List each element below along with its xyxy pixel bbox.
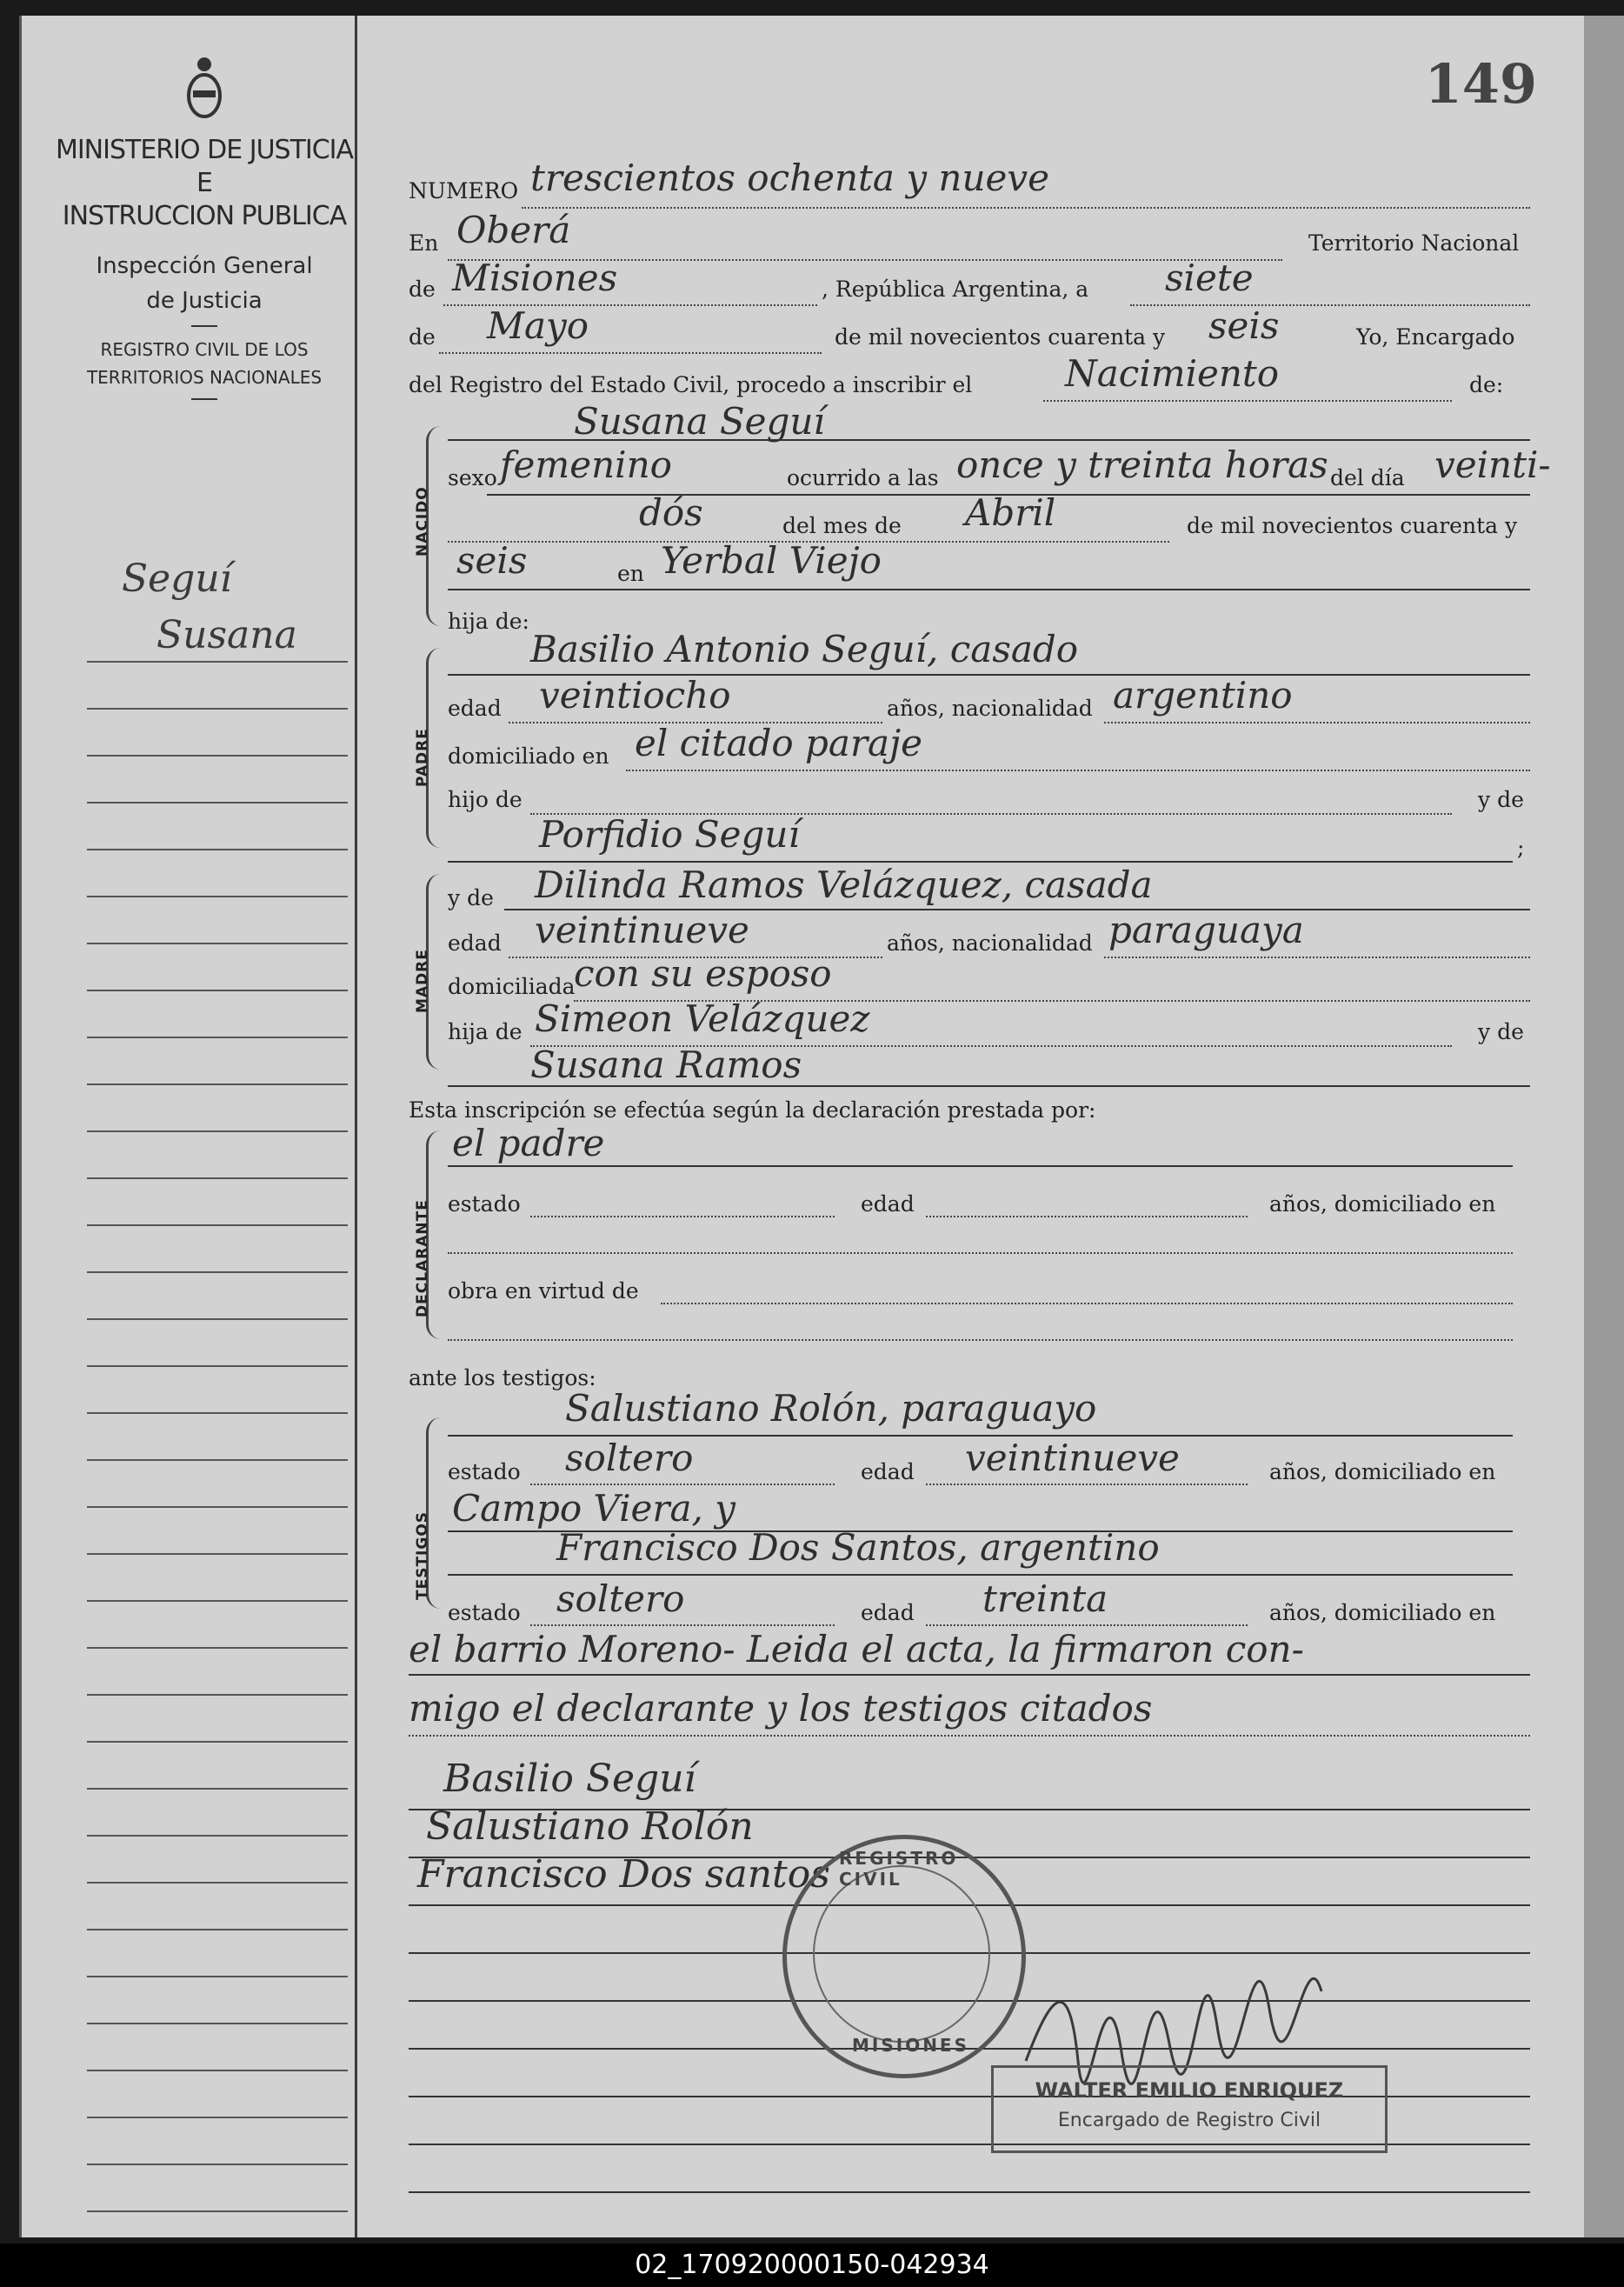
ruled-line xyxy=(87,1083,348,1085)
ministry-line-1: MINISTERIO DE JUSTICIA xyxy=(55,135,354,165)
declarante-side-label: DECLARANTE xyxy=(414,1199,431,1317)
line xyxy=(448,1165,1513,1167)
registry-line-1: REGISTRO CIVIL DE LOS xyxy=(100,339,309,360)
ruled-line xyxy=(87,755,348,757)
anos-nac-label: años, nacionalidad xyxy=(887,930,1093,956)
testigos-label: ante los testigos: xyxy=(409,1365,596,1390)
line xyxy=(661,1303,1513,1304)
anio-value: seis xyxy=(1208,304,1280,347)
delmes-label: del mes de xyxy=(782,513,902,538)
madre-value: Dilinda Ramos Velázquez, casada xyxy=(535,863,1153,906)
yo-label: Yo, Encargado xyxy=(1356,324,1515,350)
line xyxy=(530,1624,835,1626)
ruled-line xyxy=(87,1976,348,1977)
de2-label: de xyxy=(409,324,436,350)
line xyxy=(926,1216,1248,1217)
padre-edad-value: veintiocho xyxy=(539,674,731,717)
hijode-label: hijo de xyxy=(448,787,522,812)
ruled-line xyxy=(87,1037,348,1038)
ruled-line xyxy=(87,2117,348,2118)
mes-nac-value: Abril xyxy=(965,491,1056,534)
acto-value: Nacimiento xyxy=(1065,352,1280,395)
ruled-line xyxy=(87,1788,348,1790)
inscripcion-label: Esta inscripción se efectúa según la declaración prestada por: xyxy=(409,1097,1096,1123)
ministry-line-2: E xyxy=(196,168,212,198)
edad-label: edad xyxy=(448,696,502,721)
round-registry-stamp xyxy=(782,1835,1026,2078)
hija-label: hija de: xyxy=(448,609,529,634)
signature-basilio: Basilio Seguí xyxy=(443,1757,696,1801)
ruled-line xyxy=(87,896,348,897)
ruled-line xyxy=(87,1553,348,1555)
nacido-side-label: NACIDO xyxy=(414,486,431,557)
en-value: Oberá xyxy=(456,209,571,251)
line xyxy=(448,1252,1513,1254)
line xyxy=(448,439,1530,441)
domiciliada-label: domiciliada xyxy=(448,974,576,999)
ministry-line-3: INSTRUCCION PUBLICA xyxy=(62,201,347,231)
line xyxy=(1104,722,1530,723)
mes-value: Mayo xyxy=(487,304,589,347)
ruled-line xyxy=(87,1224,348,1226)
ruled-line xyxy=(87,1459,348,1461)
domiciliado-label: domiciliado en xyxy=(448,743,609,769)
t2-edad-value: treinta xyxy=(982,1577,1108,1620)
ruled-line xyxy=(87,708,348,710)
ruled-line xyxy=(87,1694,348,1696)
madre-yde-label: y de xyxy=(448,885,494,910)
ruled-line xyxy=(87,2023,348,2024)
obra-label: obra en virtud de xyxy=(448,1278,639,1304)
ruled-line xyxy=(87,2164,348,2165)
stamp-registrar-name: WALTER EMILIO ENRIQUEZ xyxy=(1035,2078,1344,2103)
yde-label: y de xyxy=(1478,787,1524,812)
ruled-line xyxy=(87,1318,348,1320)
line xyxy=(448,1574,1513,1576)
ruled-line xyxy=(87,1741,348,1743)
ruled-line xyxy=(87,2070,348,2071)
line xyxy=(522,207,1530,209)
ruled-line xyxy=(87,1365,348,1367)
en2-label: en xyxy=(617,561,644,586)
registry-line-2: TERRITORIOS NACIONALES xyxy=(86,367,323,388)
abuela-m-value: Susana Ramos xyxy=(530,1043,802,1086)
edad2-label: edad xyxy=(861,1191,915,1217)
dia-nac-value-1: veinti- xyxy=(1434,443,1551,486)
de-label: de xyxy=(409,277,436,302)
page-edge xyxy=(1584,16,1624,2237)
ruled-line xyxy=(87,802,348,803)
line xyxy=(439,352,822,354)
edad2-label: edad xyxy=(861,1600,915,1625)
stamp-bottom-text: MISIONES xyxy=(852,2035,969,2056)
ruled-line xyxy=(87,1177,348,1179)
abuelo-m-value: Simeon Velázquez xyxy=(535,997,870,1040)
territorio-value: Misiones xyxy=(452,257,618,299)
stamp-registrar-title: Encargado de Registro Civil xyxy=(1057,2110,1321,2131)
hora-value: once y treinta horas xyxy=(956,443,1328,486)
abuelo-value: Porfidio Seguí xyxy=(539,813,800,856)
page-number: 149 xyxy=(1424,52,1537,116)
registrar-name-stamp xyxy=(991,2065,1388,2153)
line xyxy=(409,1674,1530,1676)
anos-dom-label: años, domiciliado en xyxy=(1269,1600,1496,1625)
de3-label: de: xyxy=(1469,372,1504,397)
ruled-line xyxy=(87,1506,348,1508)
coat-of-arms-icon xyxy=(184,52,224,122)
estado-label: estado xyxy=(448,1459,521,1484)
line xyxy=(448,1339,1513,1341)
ocurrido-label: ocurrido a las xyxy=(787,465,939,490)
lugar-value: Yerbal Viejo xyxy=(661,539,882,582)
divider xyxy=(191,398,217,400)
edad-label: edad xyxy=(448,930,502,956)
t1-estado-value: soltero xyxy=(565,1437,694,1479)
ruled-line xyxy=(87,990,348,991)
mil-label: de mil novecientos cuarenta y xyxy=(835,324,1166,350)
signature-salustiano: Salustiano Rolón xyxy=(426,1804,754,1849)
line xyxy=(926,1624,1248,1626)
ruled-line xyxy=(87,1412,348,1414)
territorio-label: Territorio Nacional xyxy=(1308,230,1520,256)
nombre-value: Susana Seguí xyxy=(574,400,825,443)
ruled-line xyxy=(87,849,348,850)
anos-nac-label: años, nacionalidad xyxy=(887,696,1093,721)
t2-dom-value: el barrio Moreno- Leida el acta, la firmaron con- xyxy=(409,1628,1304,1670)
t2-estado-value: soltero xyxy=(556,1577,685,1620)
margin-surname: Seguí xyxy=(122,557,232,601)
t1-dom-value: Campo Viera, y xyxy=(452,1487,735,1530)
left-column xyxy=(52,52,356,407)
registro-label: del Registro del Estado Civil, procedo a inscribir el xyxy=(409,372,973,397)
sexo-label: sexo xyxy=(448,465,497,490)
anos-dom-label: años, domiciliado en xyxy=(1269,1459,1496,1484)
ruled-line xyxy=(87,2210,348,2212)
madre-side-label: MADRE xyxy=(414,949,431,1013)
divider xyxy=(191,325,217,327)
ruled-line xyxy=(87,1882,348,1884)
padre-side-label: PADRE xyxy=(414,728,431,787)
line xyxy=(926,1484,1248,1485)
inspection-line-1: Inspección General xyxy=(96,253,313,279)
declarante-value: el padre xyxy=(452,1122,605,1164)
cierre-value: migo el declarante y los testigos citados xyxy=(409,1687,1153,1730)
padre-nac-value: argentino xyxy=(1113,674,1293,717)
line xyxy=(530,1216,835,1217)
registrar-signature-scribble xyxy=(1017,1835,1339,2096)
padre-dom-value: el citado paraje xyxy=(635,722,922,764)
yde-label: y de xyxy=(1478,1019,1524,1044)
semicolon: ; xyxy=(1517,835,1525,860)
line xyxy=(1104,957,1530,958)
ruled-line xyxy=(87,1835,348,1837)
estado-label: estado xyxy=(448,1600,521,1625)
image-caption: 02_170920000150-042934 xyxy=(0,2244,1624,2287)
anos-dom-label: años, domiciliado en xyxy=(1269,1191,1496,1217)
line xyxy=(448,861,1513,863)
madre-nac-value: paraguaya xyxy=(1108,909,1304,951)
testigo1-value: Salustiano Rolón, paraguayo xyxy=(565,1387,1097,1430)
dia-value: siete xyxy=(1165,257,1254,299)
ruled-line xyxy=(409,2191,1530,2193)
madre-edad-value: veintinueve xyxy=(535,909,749,951)
line xyxy=(448,1085,1530,1087)
ruled-line xyxy=(87,1600,348,1602)
ruled-line xyxy=(87,1929,348,1930)
edad2-label: edad xyxy=(861,1459,915,1484)
en-label: En xyxy=(409,230,439,256)
line xyxy=(626,770,1530,771)
dia-nac-value-2: dós xyxy=(639,491,703,534)
ruled-line xyxy=(87,943,348,944)
padre-value: Basilio Antonio Seguí, casado xyxy=(530,628,1079,670)
margin-given-name: Susana xyxy=(156,613,297,657)
ruled-line xyxy=(87,1271,348,1273)
numero-value: trescientos ochenta y nueve xyxy=(530,157,1049,199)
line xyxy=(530,1484,835,1485)
sexo-value: femenino xyxy=(500,443,672,486)
t1-edad-value: veintinueve xyxy=(965,1437,1180,1479)
line xyxy=(409,1735,1530,1737)
anio-nac-value: seis xyxy=(456,539,528,582)
line xyxy=(448,589,1530,590)
signature-francisco: Francisco Dos santos xyxy=(417,1852,830,1897)
testigo2-value: Francisco Dos Santos, argentino xyxy=(556,1526,1160,1569)
hijade-label: hija de xyxy=(448,1019,522,1044)
stamp-top-text: REGISTRO CIVIL xyxy=(839,1848,959,1890)
republica-label: , República Argentina, a xyxy=(822,277,1089,302)
inspection-line-2: de Justicia xyxy=(146,288,263,314)
testigos-side-label: TESTIGOS xyxy=(414,1510,431,1600)
ruled-line xyxy=(87,1647,348,1649)
mil2-label: de mil novecientos cuarenta y xyxy=(1187,513,1518,538)
numero-label: NUMERO xyxy=(409,178,519,203)
line xyxy=(1130,304,1530,306)
deldia-label: del día xyxy=(1330,465,1405,490)
line xyxy=(1043,400,1452,402)
madre-dom-value: con su esposo xyxy=(574,952,832,995)
ruled-line xyxy=(87,661,348,663)
estado-label: estado xyxy=(448,1191,521,1217)
ruled-line xyxy=(87,1130,348,1132)
